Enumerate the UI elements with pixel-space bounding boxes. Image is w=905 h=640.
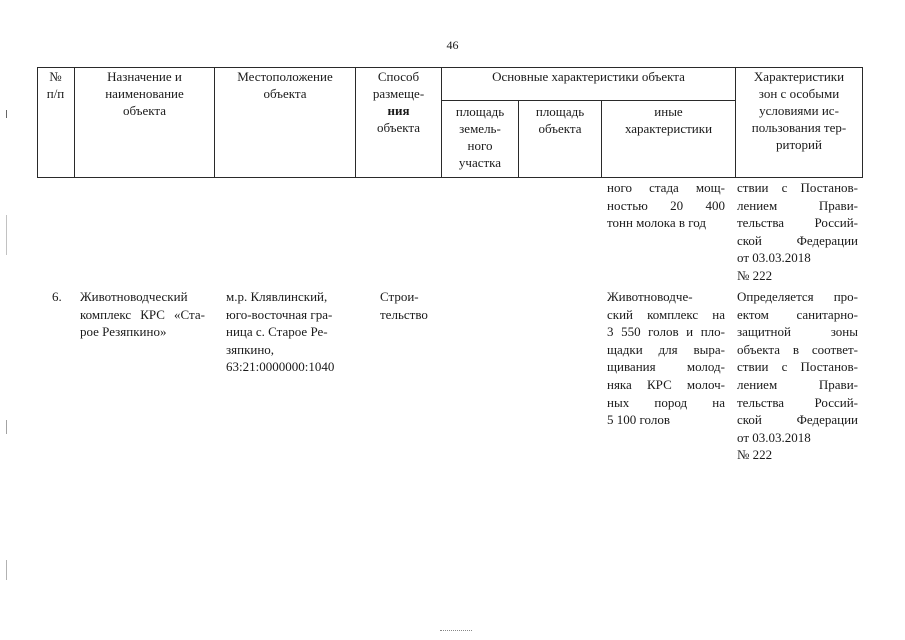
scan-mark [6, 420, 7, 434]
scan-mark [6, 560, 7, 580]
row-placement-method: Строи- тельство [380, 289, 428, 322]
continued-zones: ствии с Постанов- лением Прави- тельства Россий- ской Федерации от 03.03.2018 № 222 [737, 180, 858, 283]
scan-smudge [440, 630, 472, 635]
row-location: м.р. Клявлинский, юго-восточная гра- ница с. Старое Ре- зяпкино, 63:21:0000000:1040 [226, 289, 335, 375]
header-object-area: площадь объекта [535, 104, 585, 136]
page-number: 46 [446, 38, 459, 52]
header-name: Назначение и наименование объекта [105, 69, 184, 118]
header-zones: Характеристики зон с особыми условиями ис- пользования тер- риторий [751, 69, 847, 152]
header-location: Местоположение объекта [237, 69, 333, 101]
scan-mark [6, 110, 7, 118]
table-header [37, 67, 863, 178]
header-method: Способ размеще- ния объекта [372, 69, 425, 135]
row-other-characteristics: Животноводче- ский комплекс на 3 550 голов и пло- щадки для выра- щивания молод- няка КРС молоч- ных пород на 5 100 голов [607, 289, 725, 428]
scan-mark [6, 215, 7, 255]
header-main-characteristics: Основные характеристики объекта [492, 69, 685, 84]
row-object-name: Животноводческий комплекс КРС «Ста- рое Резяпкино» [80, 289, 205, 340]
header-no: № п/п [46, 69, 65, 101]
header-other-characteristics: иные характеристики [624, 104, 713, 136]
header-land-area: площадь земель- ного участка [455, 104, 505, 170]
row-zones: Определяется про- ектом санитарно- защитной зоны объекта в соответ- ствии с Постанов- лением Прави- тельства Россий- ской Федерации от 03.03.2018 № 222 [737, 289, 858, 463]
row-number: 6. [52, 289, 62, 304]
continued-other-characteristics: ного стада мощ- ностью 20 400 тонн молока в год [607, 180, 725, 231]
